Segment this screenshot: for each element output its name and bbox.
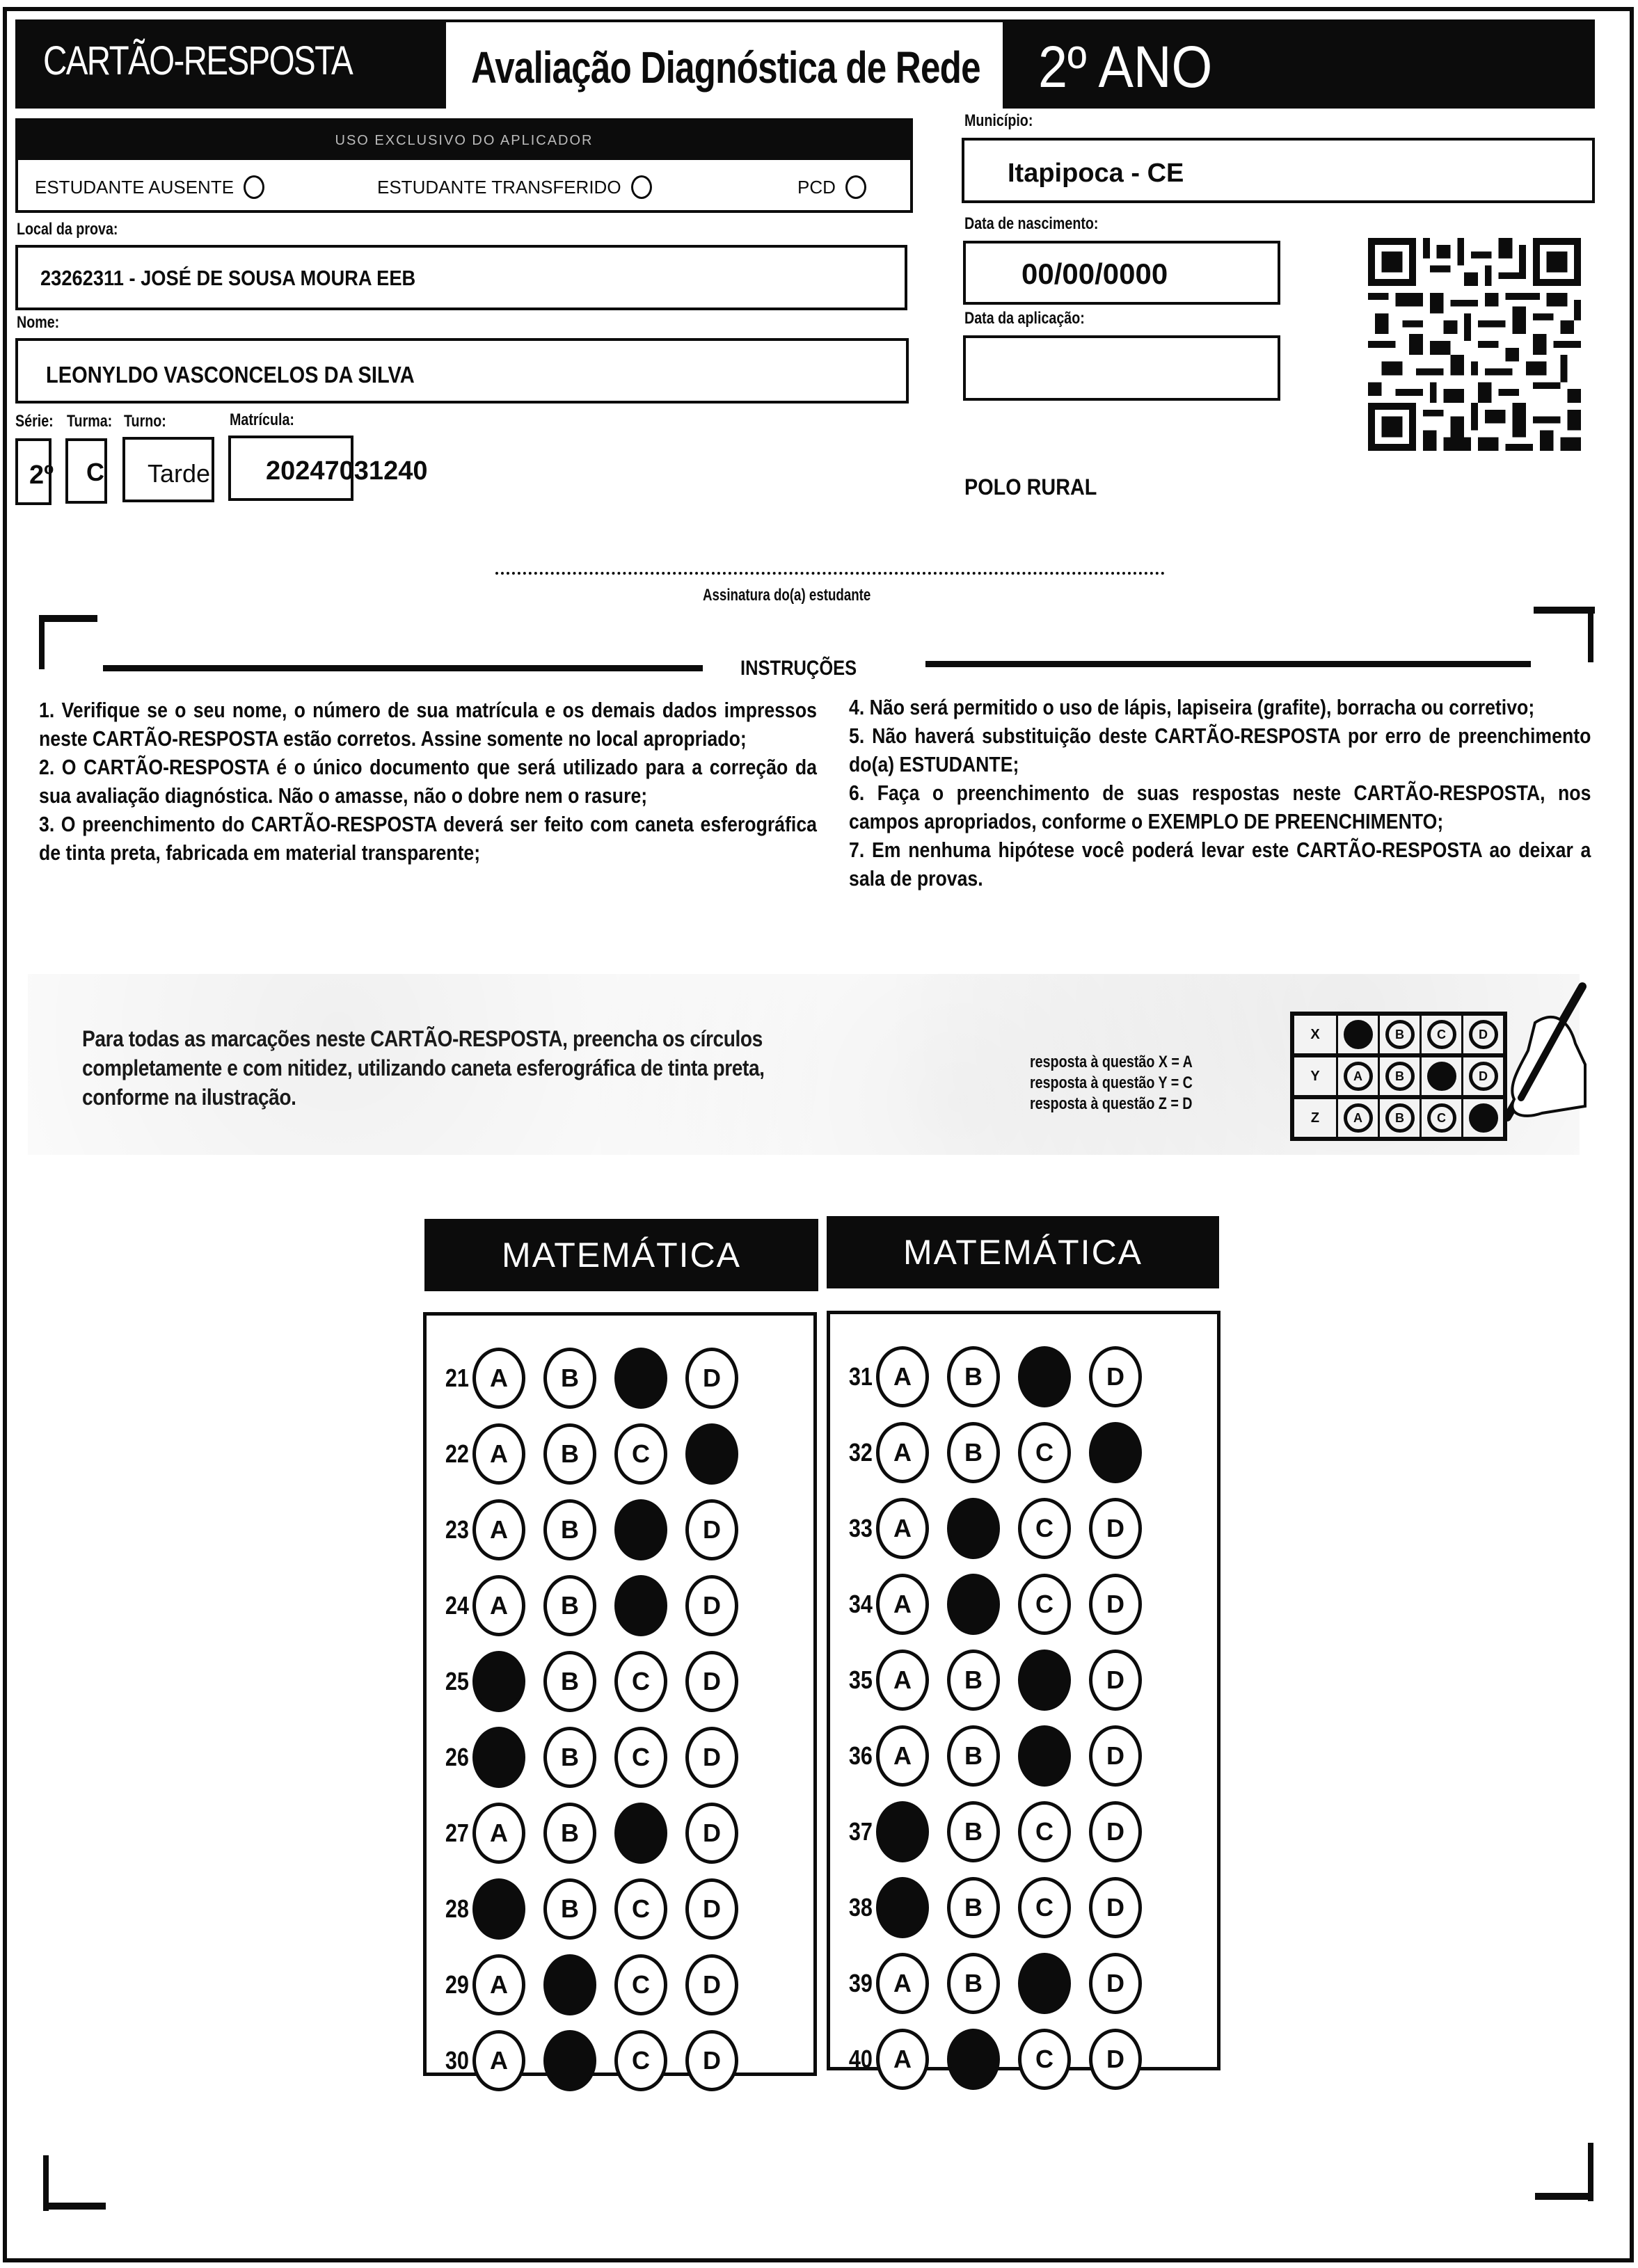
answer-bubble-c[interactable]: C bbox=[614, 1423, 667, 1485]
option-label: ESTUDANTE AUSENTE bbox=[35, 176, 234, 198]
nascimento-value: 00/00/0000 bbox=[1021, 257, 1168, 290]
answer-bubble-d[interactable]: D bbox=[685, 1651, 738, 1712]
question-row bbox=[833, 1953, 1160, 2014]
answer-bubble-a[interactable] bbox=[876, 1877, 929, 1938]
instruction-item: 3. O preenchimento do CARTÃO-RESPOSTA deverá ser feito com caneta esferográfica de tinta preta, fabricada em material transparente; bbox=[39, 812, 817, 865]
example-cell bbox=[1378, 1099, 1420, 1137]
answer-bubble-a[interactable]: A bbox=[876, 1422, 929, 1483]
question-number: 28 bbox=[445, 1894, 469, 1923]
example-row bbox=[1294, 1053, 1503, 1095]
question-row bbox=[833, 1650, 1160, 1711]
nascimento-label: Data de nascimento: bbox=[964, 214, 1099, 233]
empty-bubble-icon: D bbox=[1469, 1062, 1498, 1091]
turno-field bbox=[122, 437, 214, 502]
question-number: 36 bbox=[848, 1741, 873, 1770]
answer-bubble-d[interactable]: D bbox=[1089, 1574, 1142, 1635]
answer-bubble-a[interactable]: A bbox=[876, 2029, 929, 2090]
answer-bubble-a[interactable]: A bbox=[472, 1954, 525, 2015]
answer-bubble-c[interactable] bbox=[614, 1348, 667, 1409]
empty-bubble-icon: D bbox=[1469, 1020, 1498, 1049]
example-cell bbox=[1420, 1016, 1461, 1053]
question-row bbox=[429, 1575, 756, 1636]
header-band bbox=[15, 19, 1595, 109]
exam-title: Avaliação Diagnóstica de Rede bbox=[471, 42, 980, 93]
question-row bbox=[429, 1348, 756, 1409]
instruction-item: 2. O CARTÃO-RESPOSTA é o único documento que será utilizado para a correção da sua avaliação diagnóstica. Não o amasse, não o dobre nem o rasure; bbox=[39, 755, 817, 808]
example-row bbox=[1294, 1016, 1503, 1053]
question-row bbox=[429, 1878, 756, 1940]
answer-bubble-c[interactable]: C bbox=[1018, 1877, 1071, 1938]
question-row bbox=[833, 2029, 1160, 2090]
answer-bubble-b[interactable]: B bbox=[947, 1422, 1000, 1483]
answer-bubble-b[interactable]: B bbox=[947, 1801, 1000, 1862]
question-row bbox=[429, 1727, 756, 1788]
question-number: 32 bbox=[848, 1438, 873, 1467]
answer-bubble-d[interactable]: D bbox=[1089, 1725, 1142, 1787]
answer-bubble-c[interactable] bbox=[614, 1499, 667, 1560]
answer-bubble-c[interactable] bbox=[1018, 1346, 1071, 1407]
answer-bubble-c[interactable] bbox=[1018, 1953, 1071, 2014]
answer-bubble-c[interactable]: C bbox=[614, 2030, 667, 2091]
legend-line: resposta à questão X = A bbox=[1030, 1053, 1193, 1071]
answer-bubble-c[interactable]: C bbox=[1018, 2029, 1071, 2090]
answer-bubble-b[interactable]: B bbox=[947, 1877, 1000, 1938]
municipio-value: Itapipoca - CE bbox=[1008, 159, 1184, 188]
answer-bubble-d[interactable] bbox=[685, 1423, 738, 1485]
question-row bbox=[429, 2030, 756, 2091]
turno-value: Tarde bbox=[148, 459, 211, 488]
answer-bubble-a[interactable]: A bbox=[876, 1346, 929, 1407]
example-question-label: Z bbox=[1310, 1110, 1320, 1126]
question-number: 27 bbox=[445, 1819, 469, 1847]
question-number: 26 bbox=[445, 1743, 469, 1771]
local-field bbox=[15, 245, 907, 310]
turma-value: C bbox=[86, 458, 104, 486]
answer-bubble-d[interactable]: D bbox=[1089, 2029, 1142, 2090]
answer-bubble-a[interactable] bbox=[472, 1651, 525, 1712]
serie-field bbox=[15, 438, 54, 505]
answer-bubble-a[interactable]: A bbox=[472, 1348, 525, 1409]
empty-bubble-icon: C bbox=[1427, 1103, 1456, 1133]
answer-bubble-a[interactable]: A bbox=[472, 1575, 525, 1636]
empty-bubble-icon: B bbox=[1385, 1020, 1415, 1049]
instructions-rule-left bbox=[103, 665, 703, 671]
question-number: 34 bbox=[848, 1590, 873, 1618]
question-number: 30 bbox=[445, 2046, 469, 2075]
corner-mark-bottom-left bbox=[43, 2203, 106, 2210]
example-cell bbox=[1336, 1099, 1378, 1137]
radio-circle-icon[interactable] bbox=[244, 175, 264, 199]
answer-bubble-c[interactable]: C bbox=[614, 1878, 667, 1940]
serie-value: 2º bbox=[29, 461, 54, 490]
question-row bbox=[429, 1499, 756, 1560]
exam-title-panel bbox=[446, 22, 1003, 109]
question-number: 38 bbox=[848, 1893, 873, 1922]
answer-bubble-a[interactable]: A bbox=[876, 1498, 929, 1559]
example-cell bbox=[1336, 1016, 1378, 1053]
question-number: 37 bbox=[848, 1817, 873, 1846]
answer-bubble-a[interactable] bbox=[472, 1878, 525, 1940]
instruction-item: 1. Verifique se o seu nome, o número de sua matrícula e os demais dados impressos neste CARTÃO-RESPOSTA estão corretos. Assine somente no local apropriado; bbox=[39, 698, 817, 751]
answer-bubble-c[interactable]: C bbox=[1018, 1498, 1071, 1559]
instructions-left-column bbox=[39, 696, 817, 867]
question-number: 21 bbox=[445, 1364, 469, 1392]
question-row bbox=[429, 1803, 756, 1864]
grade-label: 2º ANO bbox=[1038, 34, 1213, 99]
answer-bubble-b[interactable] bbox=[947, 1574, 1000, 1635]
question-number: 39 bbox=[848, 1969, 873, 1997]
answer-bubble-d[interactable]: D bbox=[685, 1727, 738, 1788]
answer-bubble-b[interactable]: B bbox=[947, 1650, 1000, 1711]
answer-bubble-b[interactable] bbox=[947, 1498, 1000, 1559]
example-cell bbox=[1420, 1057, 1461, 1095]
option-estudante-transferido[interactable] bbox=[377, 175, 652, 199]
option-estudante-ausente[interactable] bbox=[35, 175, 264, 199]
aplicacao-label: Data da aplicação: bbox=[964, 309, 1085, 328]
example-cell bbox=[1378, 1057, 1420, 1095]
question-number: 40 bbox=[848, 2045, 873, 2073]
answer-bubble-a[interactable] bbox=[876, 1801, 929, 1862]
answer-bubble-c[interactable] bbox=[1018, 1725, 1071, 1787]
question-row bbox=[429, 1423, 756, 1485]
answer-bubble-a[interactable]: A bbox=[876, 1953, 929, 2014]
answer-bubble-c[interactable]: C bbox=[1018, 1574, 1071, 1635]
answer-bubble-c[interactable]: C bbox=[614, 1954, 667, 2015]
answer-bubble-b[interactable] bbox=[543, 1954, 596, 2015]
serie-label: Série: bbox=[15, 412, 54, 431]
instruction-item: 7. Em nenhuma hipótese você poderá levar este CARTÃO-RESPOSTA ao deixar a sala de provas. bbox=[849, 838, 1591, 891]
turno-label: Turno: bbox=[124, 412, 166, 431]
answer-bubble-d[interactable]: D bbox=[685, 1575, 738, 1636]
legend-line: resposta à questão Y = C bbox=[1030, 1073, 1193, 1092]
instruction-item: 4. Não será permitido o uso de lápis, lapiseira (grafite), borracha ou corretivo; bbox=[849, 695, 1535, 719]
answer-bubble-b[interactable]: B bbox=[947, 1346, 1000, 1407]
fill-example-panel bbox=[28, 974, 1580, 1155]
answer-bubble-c[interactable] bbox=[614, 1575, 667, 1636]
question-row bbox=[833, 1725, 1160, 1787]
answer-bubble-d[interactable] bbox=[1089, 1422, 1142, 1483]
empty-bubble-icon: A bbox=[1344, 1062, 1373, 1091]
polo-label: POLO RURAL bbox=[964, 474, 1097, 500]
answer-bubble-b[interactable]: B bbox=[543, 1348, 596, 1409]
question-number: 25 bbox=[445, 1667, 469, 1695]
answer-bubble-b[interactable]: B bbox=[543, 1727, 596, 1788]
nascimento-field bbox=[963, 241, 1280, 305]
answer-bubble-c[interactable]: C bbox=[1018, 1422, 1071, 1483]
answer-bubble-a[interactable]: A bbox=[472, 2030, 525, 2091]
empty-bubble-icon: B bbox=[1385, 1062, 1415, 1091]
answer-bubble-d[interactable]: D bbox=[1089, 1953, 1142, 2014]
question-number: 24 bbox=[445, 1591, 469, 1620]
signature-label: Assinatura do(a) estudante bbox=[703, 586, 871, 605]
nome-label: Nome: bbox=[17, 313, 60, 332]
instructions-rule-right bbox=[925, 661, 1531, 667]
question-number: 33 bbox=[848, 1514, 873, 1542]
fill-example-legend bbox=[1030, 1052, 1193, 1115]
answer-bubble-c[interactable] bbox=[614, 1803, 667, 1864]
subject-header-2: MATEMÁTICA bbox=[827, 1216, 1219, 1288]
question-row bbox=[833, 1877, 1160, 1938]
answer-bubble-c[interactable]: C bbox=[1018, 1801, 1071, 1862]
local-value: 23262311 - JOSÉ DE SOUSA MOURA EEB bbox=[40, 266, 416, 290]
answer-bubble-d[interactable]: D bbox=[685, 1954, 738, 2015]
question-number: 35 bbox=[848, 1666, 873, 1694]
answer-column-2 bbox=[827, 1311, 1220, 2073]
answer-bubble-a[interactable]: A bbox=[472, 1803, 525, 1864]
answer-bubble-b[interactable]: B bbox=[947, 1953, 1000, 2014]
municipio-label: Município: bbox=[964, 111, 1033, 130]
example-row bbox=[1294, 1095, 1503, 1137]
answer-bubble-b[interactable] bbox=[947, 2029, 1000, 2090]
answer-bubble-d[interactable]: D bbox=[1089, 1498, 1142, 1559]
answer-bubble-b[interactable]: B bbox=[543, 1423, 596, 1485]
answer-bubble-d[interactable]: D bbox=[685, 1878, 738, 1940]
answer-bubble-d[interactable]: D bbox=[685, 1499, 738, 1560]
answer-bubble-a[interactable]: A bbox=[876, 1725, 929, 1787]
legend-line: resposta à questão Z = D bbox=[1030, 1094, 1193, 1113]
filled-bubble-icon bbox=[1427, 1062, 1456, 1091]
corner-mark-top-right bbox=[1534, 607, 1595, 614]
signature-line[interactable] bbox=[495, 572, 1165, 575]
hand-pen-icon bbox=[1493, 981, 1591, 1148]
fill-example-grid bbox=[1290, 1012, 1507, 1141]
example-cell bbox=[1336, 1057, 1378, 1095]
answer-bubble-a[interactable]: A bbox=[472, 1499, 525, 1560]
answer-bubble-b[interactable]: B bbox=[543, 1499, 596, 1560]
turma-label: Turma: bbox=[67, 412, 113, 431]
instructions-right-column bbox=[849, 693, 1591, 893]
corner-mark-top-left bbox=[39, 615, 45, 669]
answer-bubble-b[interactable] bbox=[543, 2030, 596, 2091]
option-label: ESTUDANTE TRANSFERIDO bbox=[377, 176, 621, 198]
answer-bubble-d[interactable]: D bbox=[685, 1348, 738, 1409]
answer-bubble-a[interactable]: A bbox=[472, 1423, 525, 1485]
municipio-field bbox=[962, 138, 1595, 203]
question-number: 31 bbox=[848, 1362, 873, 1391]
answer-bubble-d[interactable]: D bbox=[1089, 1801, 1142, 1862]
answer-bubble-a[interactable]: A bbox=[876, 1574, 929, 1635]
question-row bbox=[429, 1651, 756, 1712]
aplicador-bar: USO EXCLUSIVO DO APLICADOR bbox=[18, 121, 910, 160]
instruction-item: 6. Faça o preenchimento de suas respostas neste CARTÃO-RESPOSTA, nos campos apropriados, conforme o EXEMPLO DE PREENCHIMENTO; bbox=[849, 781, 1591, 833]
aplicacao-field bbox=[963, 335, 1280, 401]
fill-example-text: Para todas as marcações neste CARTÃO-RESPOSTA, preencha os círculos completamente e com nitidez, utilizando caneta esferográfica de tinta preta, conforme na ilustração. bbox=[82, 1026, 765, 1110]
answer-bubble-b[interactable]: B bbox=[543, 1575, 596, 1636]
matricula-value: 20247031240 bbox=[266, 456, 428, 486]
example-cell bbox=[1378, 1016, 1420, 1053]
aplicador-block bbox=[15, 118, 913, 213]
answer-bubble-b[interactable]: B bbox=[543, 1878, 596, 1940]
question-row bbox=[833, 1498, 1160, 1559]
matricula-label: Matrícula: bbox=[230, 410, 294, 429]
answer-bubble-d[interactable]: D bbox=[1089, 1650, 1142, 1711]
answer-bubble-b[interactable]: B bbox=[543, 1803, 596, 1864]
matricula-field bbox=[228, 436, 428, 501]
option-pcd[interactable] bbox=[797, 175, 866, 199]
local-label: Local da prova: bbox=[17, 220, 118, 239]
question-number: 29 bbox=[445, 1970, 469, 1999]
answer-bubble-d[interactable]: D bbox=[685, 2030, 738, 2091]
empty-bubble-icon: B bbox=[1385, 1103, 1415, 1133]
corner-mark-bottom-right bbox=[1535, 2193, 1593, 2200]
filled-bubble-icon bbox=[1344, 1020, 1373, 1049]
card-title: CARTÃO-RESPOSTA bbox=[43, 38, 353, 83]
question-row bbox=[833, 1574, 1160, 1635]
answer-bubble-b[interactable]: B bbox=[543, 1651, 596, 1712]
answer-bubble-a[interactable]: A bbox=[876, 1650, 929, 1711]
nome-field bbox=[15, 338, 909, 404]
answer-bubble-d[interactable]: D bbox=[685, 1803, 738, 1864]
answer-bubble-a[interactable] bbox=[472, 1727, 525, 1788]
radio-circle-icon[interactable] bbox=[631, 175, 652, 199]
question-number: 22 bbox=[445, 1439, 469, 1468]
corner-mark-top-left bbox=[39, 615, 97, 622]
example-question-label: Y bbox=[1310, 1068, 1320, 1084]
question-row bbox=[833, 1801, 1160, 1862]
turma-field bbox=[65, 438, 107, 504]
example-cell bbox=[1420, 1099, 1461, 1137]
corner-mark-top-right bbox=[1588, 607, 1593, 662]
answer-bubble-b[interactable]: B bbox=[947, 1725, 1000, 1787]
answer-bubble-c[interactable] bbox=[1018, 1650, 1071, 1711]
example-question-label: X bbox=[1310, 1026, 1320, 1042]
answer-bubble-c[interactable]: C bbox=[614, 1727, 667, 1788]
option-label: PCD bbox=[797, 176, 836, 198]
question-row bbox=[833, 1346, 1160, 1407]
question-number: 23 bbox=[445, 1515, 469, 1544]
empty-bubble-icon: A bbox=[1344, 1103, 1373, 1133]
question-row bbox=[833, 1422, 1160, 1483]
empty-bubble-icon: C bbox=[1427, 1020, 1456, 1049]
instruction-item: 5. Não haverá substituição deste CARTÃO-RESPOSTA por erro de preenchimento do(a) ESTUDANTE; bbox=[849, 724, 1591, 776]
radio-circle-icon[interactable] bbox=[845, 175, 866, 199]
question-row bbox=[429, 1954, 756, 2015]
nome-value: LEONYLDO VASCONCELOS DA SILVA bbox=[46, 362, 415, 388]
instructions-title: INSTRUÇÕES bbox=[740, 657, 857, 680]
qr-code-icon bbox=[1367, 238, 1582, 451]
subject-header-1: MATEMÁTICA bbox=[424, 1219, 818, 1291]
answer-bubble-d[interactable]: D bbox=[1089, 1877, 1142, 1938]
answer-bubble-c[interactable]: C bbox=[614, 1651, 667, 1712]
answer-column-1 bbox=[423, 1312, 817, 2076]
answer-bubble-d[interactable]: D bbox=[1089, 1346, 1142, 1407]
